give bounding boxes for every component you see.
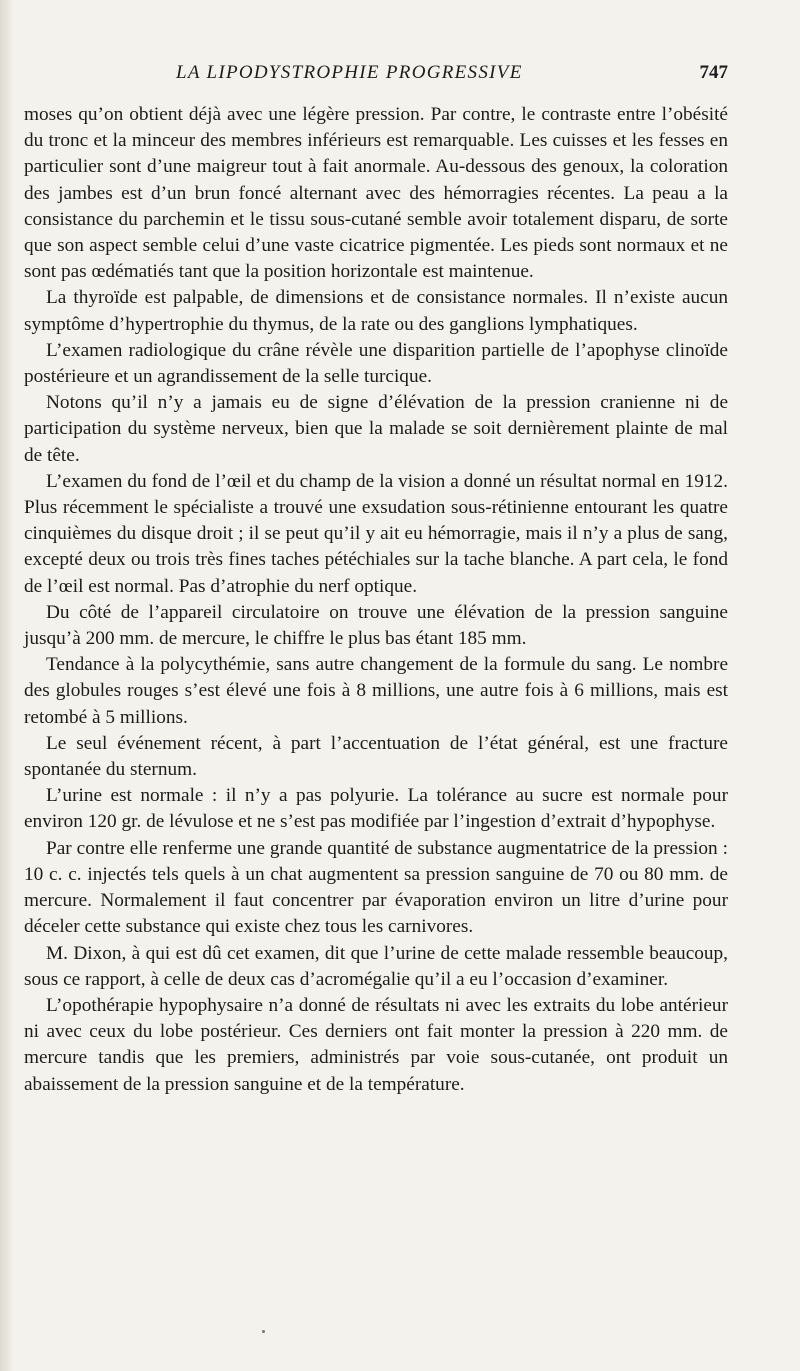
ink-speck <box>262 1330 265 1333</box>
paragraph: L’urine est normale : il n’y a pas polyurie. La tolérance au sucre est normale pour environ 120 gr. de lévulose et ne s’est pas modifiée par l’ingestion d’extrait d’hypophyse. <box>24 785 728 833</box>
paragraph: Du côté de l’appareil circulatoire on trouve une élévation de la pression sanguine jusqu’à 200 mm. de mercure, le chiffre le plus bas étant 185 mm. <box>24 601 728 650</box>
paragraph: L’examen radiologique du crâne révèle une disparition partielle de l’apophyse clinoïde postérieure et un agrandissement de la selle turcique. <box>24 339 728 388</box>
paragraph: M. Dixon, à qui est dû cet examen, dit que l’urine de cette malade ressemble beaucoup, sous ce rapport, à celle de deux cas d’acromégalie qu’il a eu l’occasion d’examiner. <box>24 942 728 990</box>
page-edge-shadow <box>0 0 14 1371</box>
page-header <box>24 62 728 90</box>
paragraph: L’examen du fond de l’œil et du champ de la vision a donné un résultat normal en 1912. Plus récemment le spécialiste a trouvé une exsudation sous-rétinienne entourant les quatre cinquièmes du disque droit ; il se peut qu’il y ait eu hémorragie, mais il n’y a plus de sang, excepté deux ou trois très fines taches pétéchiales sur la tache blanche. A part cela, le fond de l’œil est normal. Pas d’atrophie du nerf optique. <box>24 470 728 597</box>
running-title: LA LIPODYSTROPHIE PROGRESSIVE <box>176 62 523 83</box>
paragraph: L’opothérapie hypophysaire n’a donné de résultats ni avec les extraits du lobe antérieur ni avec ceux du lobe postérieur. Ces derniers ont fait monter la pression à 220 mm. de mercure tandis que les premiers, administrés par voie sous-cutanée, ont produit un abaissement de la pression sanguine et de la température. <box>24 994 728 1095</box>
paragraph: Notons qu’il n’y a jamais eu de signe d’élévation de la pression cranienne ni de participation du système nerveux, bien que la malade se soit dernièrement plainte de mal de tête. <box>24 392 728 466</box>
paragraph: Par contre elle renferme une grande quantité de substance augmentatrice de la pression : 10 c. c. injectés tels quels à un chat augmentent sa pression sanguine de 70 ou 80 mm. de mercure. Normalement il faut concentrer par évaporation environ un litre d’urine pour déceler cette substance qui existe chez tous les carnivores. <box>24 837 728 938</box>
page-number: 747 <box>699 62 728 83</box>
paragraph: moses qu’on obtient déjà avec une légère pression. Par contre, le contraste entre l’obésité du tronc et la minceur des membres inférieurs est remarquable. Les cuisses et les fesses en particulier sont d’une maigreur tout à fait anormale. Au-dessous des genoux, la coloration des jambes est d’un brun foncé alternant avec des hémorragies récentes. La peau a la consistance du parchemin et le tissu sous-cutané semble avoir totalement disparu, de sorte que son aspect semble celui d’une vaste cicatrice pigmentée. Les pieds sont normaux et ne sont pas œdématiés tant que la position horizontale est maintenue. <box>24 104 728 283</box>
body-text <box>24 102 728 1098</box>
paragraph: La thyroïde est palpable, de dimensions et de consistance normales. Il n’existe aucun symptôme d’hypertrophie du thymus, de la rate ou des ganglions lymphatiques. <box>24 287 728 335</box>
paragraph: Le seul événement récent, à part l’accentuation de l’état général, est une fracture spontanée du sternum. <box>24 732 728 781</box>
paragraph: Tendance à la polycythémie, sans autre changement de la formule du sang. Le nombre des globules rouges s’est élevé une fois à 8 millions, une autre fois à 6 millions, mais est retombé à 5 millions. <box>24 654 728 728</box>
